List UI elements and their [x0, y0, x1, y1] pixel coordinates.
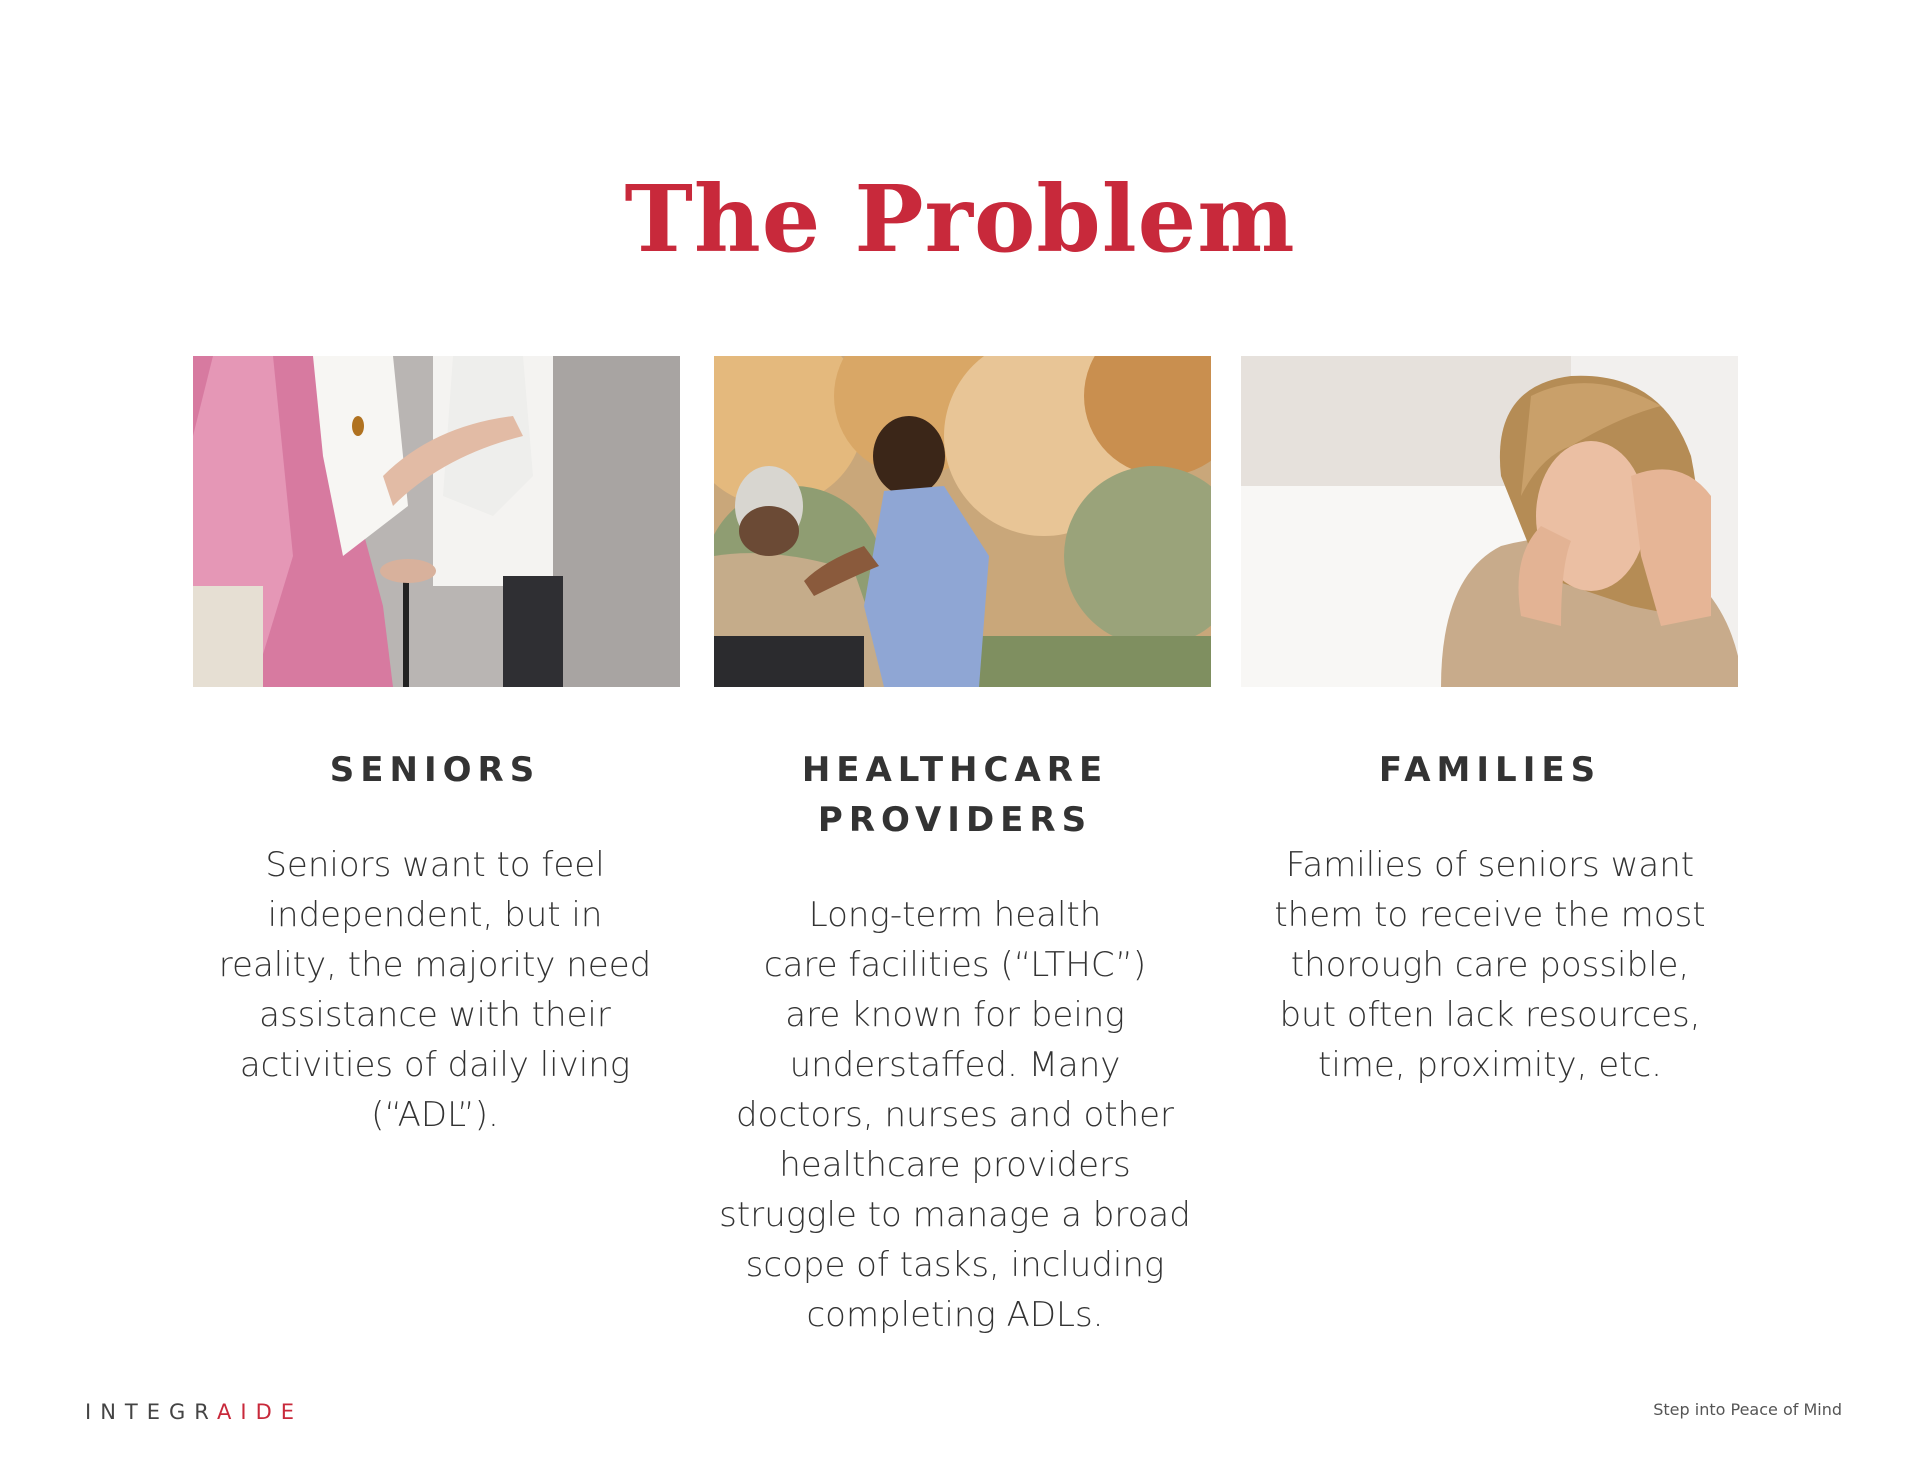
integraide-logo — [85, 1400, 303, 1424]
page-title: The Problem — [624, 165, 1296, 273]
footer-tagline: Step into Peace of Mind — [1653, 1400, 1842, 1419]
seniors-heading: SENIORS — [329, 750, 541, 790]
healthcare-providers-heading: HEALTHCARE PROVIDERS — [801, 750, 1109, 840]
logo-text-integr: INTEGR — [85, 1400, 218, 1424]
seniors-photo — [193, 356, 680, 687]
healthcare-providers-description: Long-term health care facilities (“LTHC”) are known for being understaffed. Many doctors, nurses and other healthcare providers struggle to manage a broad scope of tasks, including completing ADLs. — [719, 895, 1191, 1335]
logo-text-aide: AIDE — [217, 1400, 304, 1424]
families-photo — [1241, 356, 1738, 687]
seniors-description: Seniors want to feel independent, but in reality, the majority need assistance with their activities of daily living (“ADL”). — [218, 845, 652, 1135]
families-heading: FAMILIES — [1378, 750, 1602, 790]
families-description: Families of seniors want them to receive the most thorough care possible, but often lack resources, time, proximity, etc. — [1274, 845, 1706, 1085]
healthcare-photo — [714, 356, 1211, 687]
